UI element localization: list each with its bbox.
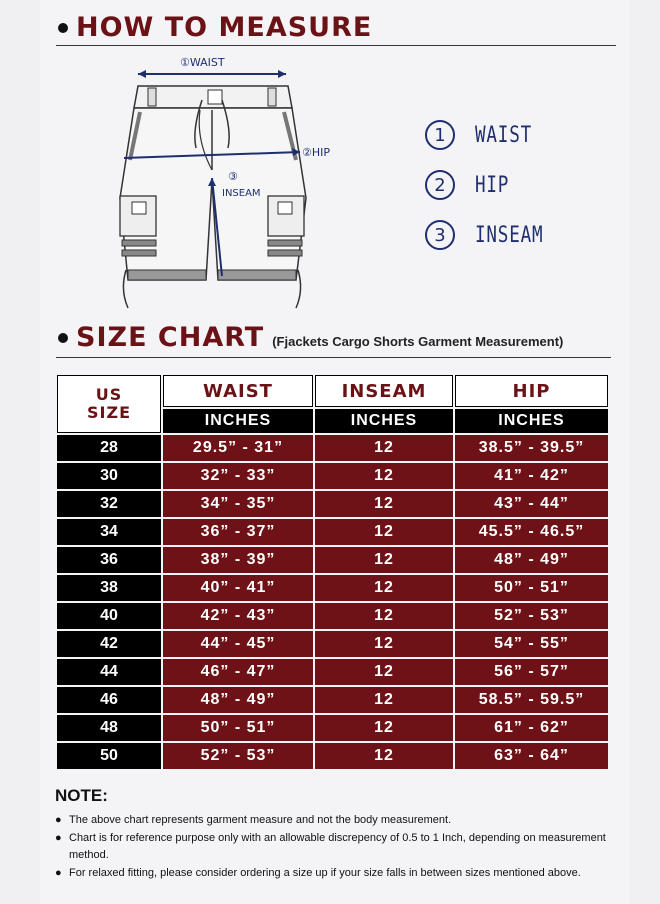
inseam-cell: 12	[315, 491, 453, 517]
waist-cell: 36” - 37”	[163, 519, 313, 545]
size-cell: 36	[57, 547, 161, 573]
waist-cell: 38” - 39”	[163, 547, 313, 573]
waist-header: WAIST	[163, 375, 313, 407]
waist-cell: 48” - 49”	[163, 687, 313, 713]
hip-cell: 43” - 44”	[455, 491, 608, 517]
inseam-cell: 12	[315, 603, 453, 629]
legend-item-waist	[425, 110, 560, 160]
how-to-measure-title: HOW TO MEASURE	[76, 12, 373, 43]
legend-label-inseam: INSEAM	[475, 222, 544, 248]
size-chart-body	[57, 435, 608, 769]
legend-label-hip: HIP	[475, 172, 510, 198]
waist-cell: 46” - 47”	[163, 659, 313, 685]
waist-cell: 42” - 43”	[163, 603, 313, 629]
waist-cell: 44” - 45”	[163, 631, 313, 657]
waist-cell: 34” - 35”	[163, 491, 313, 517]
legend-label-waist: WAIST	[475, 122, 532, 148]
size-cell: 30	[57, 463, 161, 489]
inseam-cell: 12	[315, 519, 453, 545]
inseam-header: INSEAM	[315, 375, 453, 407]
note-bullet-icon: ●	[55, 832, 62, 844]
heading-bullet	[58, 23, 68, 33]
inseam-cell: 12	[315, 743, 453, 769]
shorts-diagram	[100, 50, 340, 320]
table-row	[57, 435, 608, 461]
hip-cell: 48” - 49”	[455, 547, 608, 573]
hip-unit-header: INCHES	[455, 409, 608, 433]
size-header-text: SIZE	[86, 403, 131, 422]
waist-cell: 32” - 33”	[163, 463, 313, 489]
hip-cell: 61” - 62”	[455, 715, 608, 741]
legend-item-inseam	[425, 210, 560, 260]
table-row	[57, 715, 608, 741]
note-bullet-icon: ●	[55, 814, 62, 826]
inseam-cell: 12	[315, 463, 453, 489]
size-cell: 42	[57, 631, 161, 657]
hip-cell: 38.5” - 39.5”	[455, 435, 608, 461]
size-cell: 50	[57, 743, 161, 769]
hip-cell: 56” - 57”	[455, 659, 608, 685]
inseam-unit-header: INCHES	[315, 409, 453, 433]
note-item	[55, 830, 610, 864]
us-size-header	[57, 375, 161, 433]
waist-unit-header: INCHES	[163, 409, 313, 433]
table-row	[57, 547, 608, 573]
size-chart-subtitle: (Fjackets Cargo Shorts Garment Measurement)	[272, 334, 564, 349]
inseam-cell: 12	[315, 687, 453, 713]
table-row	[57, 519, 608, 545]
note-text: Chart is for reference purpose only with an allowable discrepency of 0.5 to 1 Inch, depending on measurement method.	[69, 832, 606, 861]
notes-list	[55, 812, 610, 883]
inseam-cell: 12	[315, 715, 453, 741]
inseam-cell: 12	[315, 575, 453, 601]
table-row	[57, 631, 608, 657]
legend-number-1: 1	[425, 120, 455, 150]
waist-diagram-label: ①WAIST	[180, 56, 225, 69]
hip-cell: 52” - 53”	[455, 603, 608, 629]
size-chart-title: SIZE CHART	[76, 322, 265, 353]
size-chart-table	[55, 373, 610, 771]
table-row	[57, 491, 608, 517]
table-row	[57, 575, 608, 601]
inseam-diagram-num: ③	[228, 170, 238, 183]
note-text: For relaxed fitting, please consider ordering a size up if your size falls in between sizes mentioned above.	[69, 867, 581, 879]
heading-rule	[56, 45, 616, 46]
note-title: NOTE:	[55, 786, 108, 805]
hip-cell: 41” - 42”	[455, 463, 608, 489]
size-cell: 28	[57, 435, 161, 461]
inseam-cell: 12	[315, 547, 453, 573]
size-cell: 34	[57, 519, 161, 545]
heading-bullet	[58, 333, 68, 343]
hip-cell: 45.5” - 46.5”	[455, 519, 608, 545]
legend-number-2: 2	[425, 170, 455, 200]
hip-cell: 58.5” - 59.5”	[455, 687, 608, 713]
note-item	[55, 865, 610, 882]
size-cell: 38	[57, 575, 161, 601]
waist-cell: 40” - 41”	[163, 575, 313, 601]
hip-diagram-label: ②HIP	[302, 146, 331, 159]
table-row	[57, 603, 608, 629]
size-cell: 48	[57, 715, 161, 741]
size-cell: 40	[57, 603, 161, 629]
legend-number-3: 3	[425, 220, 455, 250]
note-text: The above chart represents garment measure and not the body measurement.	[69, 814, 452, 826]
waist-cell: 52” - 53”	[163, 743, 313, 769]
waist-cell: 29.5” - 31”	[163, 435, 313, 461]
inseam-diagram-label: INSEAM	[222, 188, 261, 199]
hip-header: HIP	[455, 375, 608, 407]
how-to-measure-heading	[58, 12, 372, 43]
inseam-cell: 12	[315, 659, 453, 685]
table-row	[57, 743, 608, 769]
waist-cell: 50” - 51”	[163, 715, 313, 741]
note-bullet-icon: ●	[55, 867, 62, 879]
size-cell: 44	[57, 659, 161, 685]
table-row	[57, 687, 608, 713]
size-chart-rule	[56, 357, 611, 358]
table-row	[57, 463, 608, 489]
legend-item-hip	[425, 160, 560, 210]
us-header-text: US	[95, 385, 123, 404]
hip-cell: 54” - 55”	[455, 631, 608, 657]
inseam-cell: 12	[315, 631, 453, 657]
size-cell: 46	[57, 687, 161, 713]
table-row	[57, 659, 608, 685]
note-item	[55, 812, 610, 829]
measure-legend	[425, 110, 560, 260]
hip-cell: 50” - 51”	[455, 575, 608, 601]
size-cell: 32	[57, 491, 161, 517]
hip-cell: 63” - 64”	[455, 743, 608, 769]
size-chart-heading	[58, 322, 563, 353]
inseam-cell: 12	[315, 435, 453, 461]
